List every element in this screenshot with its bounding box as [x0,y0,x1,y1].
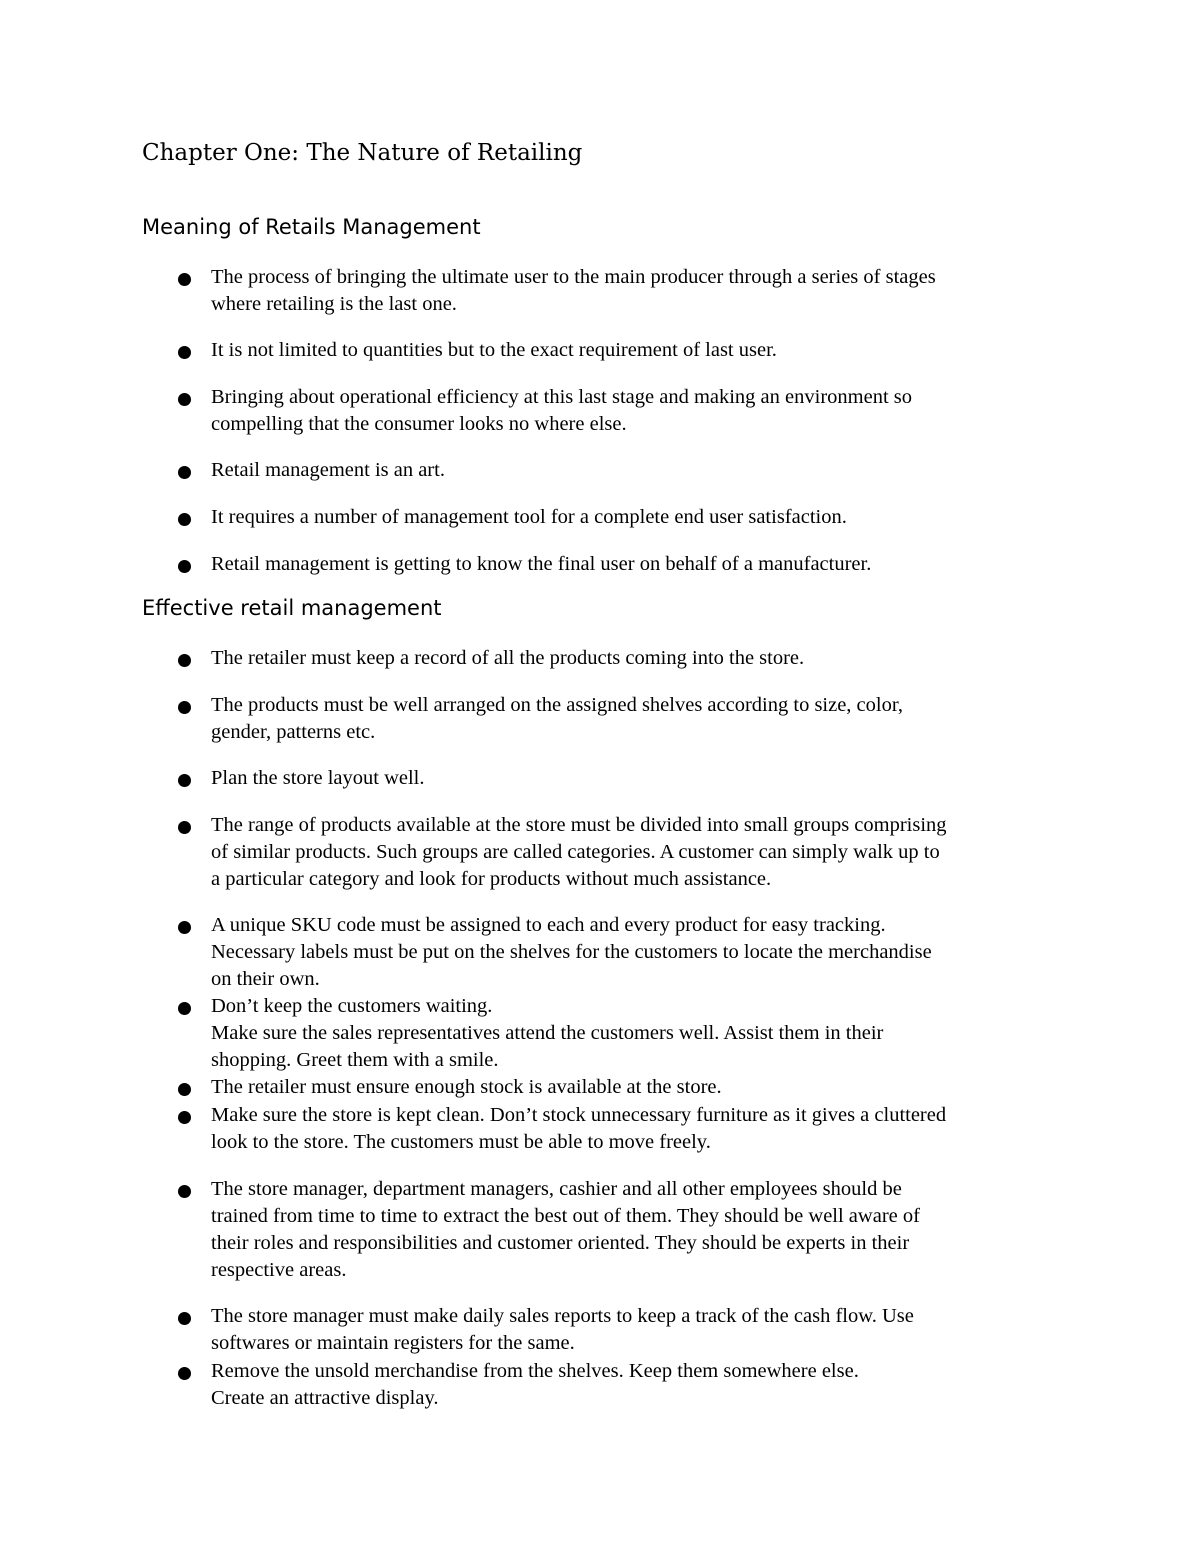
text-line: Create an attractive display. [211,1387,439,1409]
bullet-icon [178,921,191,934]
bullet-icon [178,466,191,479]
text-line: Retail management is getting to know the final user on behalf of a manufacturer. [211,553,872,575]
bullet-icon [178,346,191,359]
text-line: Don’t keep the customers waiting. [211,995,493,1017]
list-item-text [211,1074,1068,1101]
text-line: trained from time to time to extract the best out of them. They should be well aware of [211,1205,920,1227]
text-line: The process of bringing the ultimate user to the main producer through a series of stages [211,266,936,288]
text-line: softwares or maintain registers for the same. [211,1332,575,1354]
text-line: The store manager must make daily sales reports to keep a track of the cash flow. Use [211,1305,914,1327]
list-item [178,912,1068,993]
text-line: compelling that the consumer looks no where else. [211,413,627,435]
section-heading-effective: Effective retail management [142,596,442,620]
bullet-icon [178,393,191,406]
list-item-text [211,457,1068,484]
list-item [178,1102,1068,1156]
list-item-text [211,645,1068,672]
bullet-icon [178,654,191,667]
text-line: The range of products available at the store must be divided into small groups comprising [211,814,947,836]
bullet-icon [178,1367,191,1380]
text-line: Make sure the store is kept clean. Don’t stock unnecessary furniture as it gives a cluttered [211,1104,947,1126]
list-item-text [211,504,1068,531]
text-line: on their own. [211,968,320,990]
text-line: Make sure the sales representatives attend the customers well. Assist them in their [211,1022,884,1044]
chapter-title: Chapter One: The Nature of Retailing [142,140,583,166]
list-item-text [211,264,1068,318]
text-line: Plan the store layout well. [211,767,425,789]
list-item [178,457,1068,484]
text-line: The store manager, department managers, cashier and all other employees should be [211,1178,902,1200]
list-item-text [211,551,1068,578]
bullet-icon [178,1083,191,1096]
list-item-text [211,812,1068,893]
text-line: The retailer must ensure enough stock is available at the store. [211,1076,722,1098]
bullet-icon [178,1312,191,1325]
list-item [178,1303,1068,1357]
bullet-icon [178,513,191,526]
list-item [178,264,1068,318]
text-line: Necessary labels must be put on the shelves for the customers to locate the merchandise [211,941,932,963]
text-line: respective areas. [211,1259,347,1281]
text-line: It is not limited to quantities but to the exact requirement of last user. [211,339,777,361]
list-item-text [211,993,1068,1074]
list-item [178,384,1068,438]
text-line: The products must be well arranged on the assigned shelves according to size, color, [211,694,903,716]
bullet-icon [178,1002,191,1015]
bullet-icon [178,821,191,834]
text-line: shopping. Greet them with a smile. [211,1049,499,1071]
list-item [178,551,1068,578]
list-item [178,504,1068,531]
list-item [178,645,1068,672]
text-line: a particular category and look for products without much assistance. [211,868,772,890]
bullet-icon [178,1111,191,1124]
list-item-text [211,337,1068,364]
list-item [178,812,1068,893]
text-line: gender, patterns etc. [211,721,376,743]
list-item-text [211,765,1068,792]
bullet-icon [178,1185,191,1198]
section-heading-meaning: Meaning of Retails Management [142,215,481,239]
list-item [178,337,1068,364]
list-item-text [211,912,1068,993]
list-item-text [211,1102,1068,1156]
text-line: It requires a number of management tool for a complete end user satisfaction. [211,506,847,528]
list-item [178,1074,1068,1101]
bullet-icon [178,701,191,714]
text-line: of similar products. Such groups are called categories. A customer can simply walk up to [211,841,940,863]
bullet-icon [178,273,191,286]
text-line: Bringing about operational efficiency at this last stage and making an environment so [211,386,912,408]
text-line: Remove the unsold merchandise from the shelves. Keep them somewhere else. [211,1360,859,1382]
list-item-text [211,384,1068,438]
list-item-text [211,1303,1068,1357]
list-item [178,993,1068,1074]
list-item-text [211,1358,1068,1412]
list-item [178,1358,1068,1412]
text-line: look to the store. The customers must be able to move freely. [211,1131,711,1153]
text-line: A unique SKU code must be assigned to each and every product for easy tracking. [211,914,886,936]
text-line: where retailing is the last one. [211,293,457,315]
text-line: Retail management is an art. [211,459,445,481]
text-line: The retailer must keep a record of all the products coming into the store. [211,647,805,669]
bullet-icon [178,774,191,787]
list-item [178,692,1068,746]
list-item [178,1176,1068,1284]
list-item-text [211,1176,1068,1284]
text-line: their roles and responsibilities and customer oriented. They should be experts in their [211,1232,910,1254]
list-item [178,765,1068,792]
bullet-icon [178,560,191,573]
list-item-text [211,692,1068,746]
